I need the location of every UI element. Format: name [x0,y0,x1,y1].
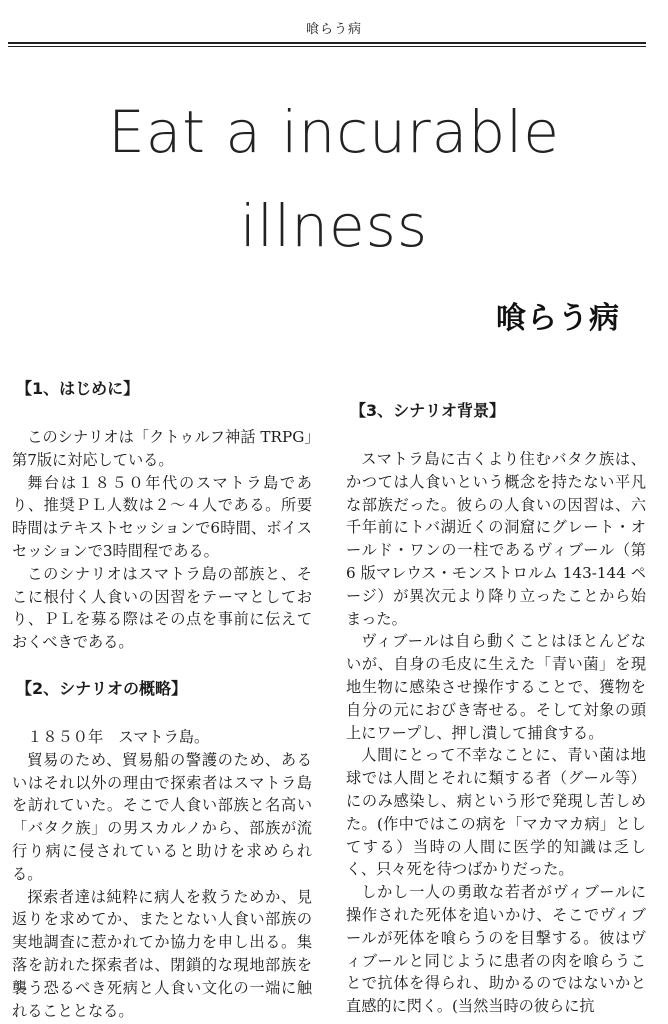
paragraph: このシナリオは「クトゥルフ神話 TRPG」第7版に対応している。 [12,428,312,469]
paragraph: 探索者達は純粋に病人を救うためか、見返りを求めてか、またとない人食い部族の実地調査に惹かれてか協力を申し出る。集落を訪れた探索者は、閉鎖的な現地部族を襲う恐るべき死病と人食い文化の一端に触れることとなる。 [12,887,312,1020]
paragraph: 人間にとって不幸なことに、青い菌は地球では人間とそれに類する者（グール等）にのみ感染し、病という形で発現し苦しめた。(作中ではこの病を「マカマカ病」としてする）当時の人間に医学的知識は乏しく、只々死を待つばかりだった。 [346,746,646,879]
paragraph: １８５０年 スマトラ島。 [27,727,210,746]
paragraph: 舞台は１８５０年代のスマトラ島であり、推奨ＰＬ人数は２～４人である。所要時間はテキストセッションで6時間、ボイスセッションで3時間程である。 [12,473,312,560]
paragraph: ヴィブールは自ら動くことはほとんどないが、自身の毛皮に生えた「青い菌」を現地生物に感染させ操作することで、獲物を自分の元におびき寄せる。そして対象の頭上にワープし、押し潰して捕食する。 [346,632,646,742]
japanese-title: 喰らう病 [496,301,620,336]
header-rule-thin [8,46,646,47]
english-title-line-1: Eat a incurable [108,98,560,166]
header-rule [8,42,646,44]
section-heading-overview: 【2、シナリオの概略】 [16,678,187,698]
section-heading-intro: 【1、はじめに】 [16,379,140,398]
spacer [12,654,312,676]
left-column [12,376,312,1022]
paragraph: しかし一人の勇敢な若者がヴィブールに操作された死体を追いかけ、そこでヴィブールが死体を喰らうのを目撃する。彼はヴィブールと同じように患者の肉を喰らうことで抗体を得られ、助かるのではないかと直感的に閃く。(当然当時の彼らに抗 [346,883,646,1016]
spacer [12,702,312,726]
spacer [346,424,646,448]
right-column [346,398,646,1018]
paragraph: スマトラ島に古くより住むバタク族は、かつては人食いという概念を持たない平凡な部族だった。彼らの人食いの因習は、六千年前にトバ湖近くの洞窟にグレート・オールド・ワンの一柱であるヴィブール（第 6 版マレウス・モンストロルム 143-144 ページ）が異次元より降り立ったことから始まった。 [346,450,646,628]
paragraph: このシナリオはスマトラ島の部族と、そこに根付く人食いの因習をテーマとしており、ＰＬを募る際はその点を事前に伝えておくべきである。 [12,564,312,652]
paragraph: 貿易のため、貿易船の警護のため、あるいはそれ以外の理由で探索者はスマトラ島を訪れていた。そこで人食い部族と名高い「バタク族」の男スカルノから、部族が流行り病に侵されていると助けを求められる。 [12,750,312,883]
spacer [12,402,312,426]
running-header: 喰らう病 [305,22,362,37]
section-heading-background: 【3、シナリオ背景】 [350,401,505,420]
english-title-line-2: illness [239,192,429,260]
